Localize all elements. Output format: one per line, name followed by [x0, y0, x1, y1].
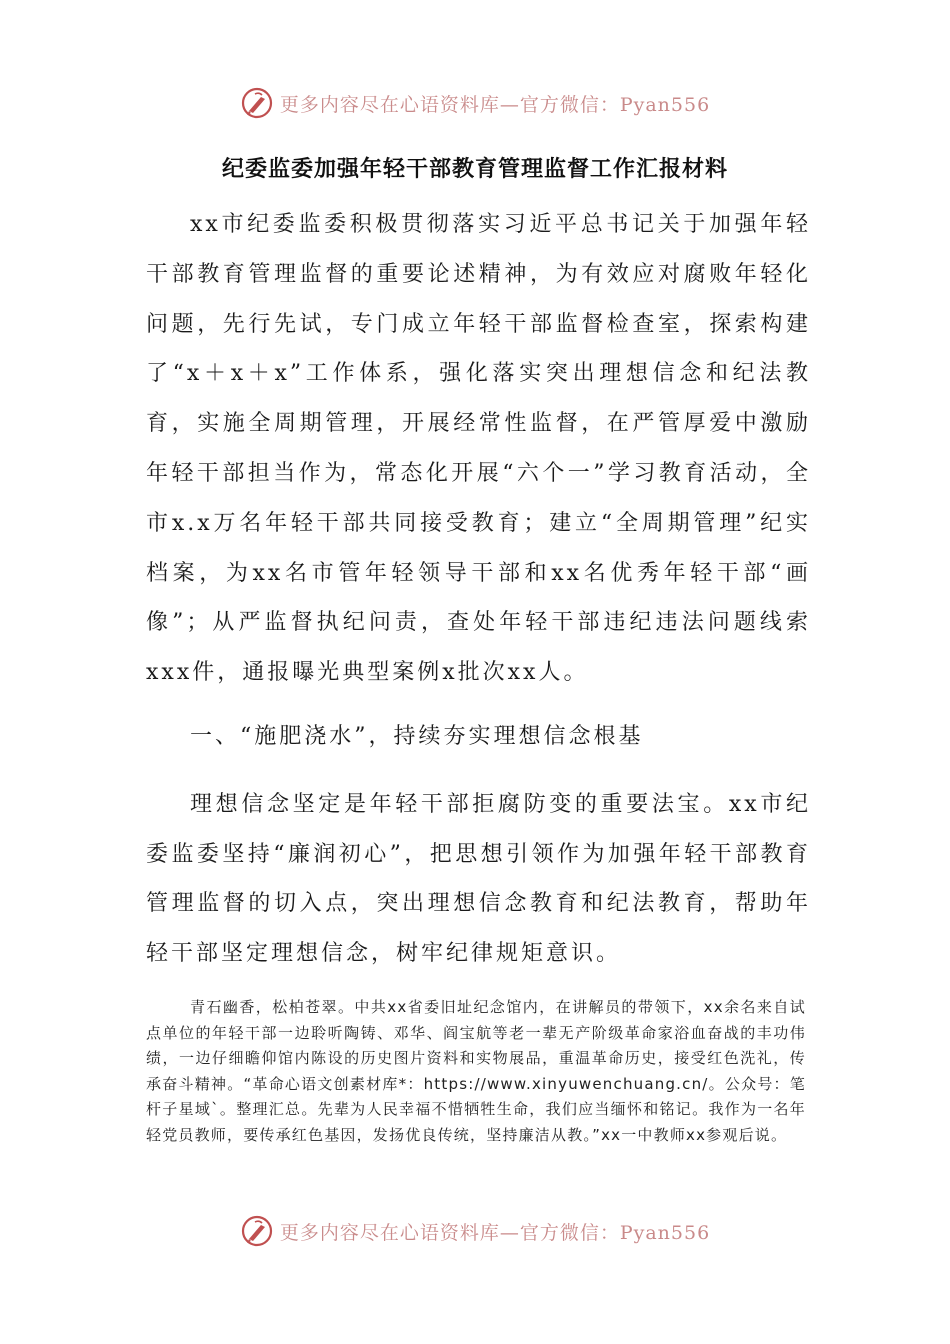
- intro-paragraph: xx市纪委监委积极贯彻落实习近平总书记关于加强年轻干部教育管理监督的重要论述精神，为有效应对腐败年轻化问题，先行先试，专门成立年轻干部监督检查室，探索构建了“x＋x＋x”工作体系，强化落实突出理想信念和纪法教育，实施全周期管理，开展经常性监督，在严管厚爱中激励年轻干部担当作为，常态化开展“六个一”学习教育活动，全市x.x万名年轻干部共同接受教育；建立“全周期管理”纪实档案，为xx名市管年轻领导干部和xx名优秀年轻干部“画像”；从严监督执纪问责，查处年轻干部违纪违法问题线索xxx件，通报曝光典型案例x批次xx人。: [146, 212, 811, 686]
- section-1-paragraph: 理想信念坚定是年轻干部拒腐防变的重要法宝。xx市纪委监委坚持“廉润初心”，把思想引领作为加强年轻干部教育管理监督的切入点，突出理想信念教育和纪法教育，帮助年轻干部坚定理想信念，树牢纪律规矩意识。: [146, 792, 811, 966]
- watermark-banner-bottom: [0, 1208, 950, 1254]
- pen-nib-circle-icon: [240, 86, 274, 120]
- section-1-heading: 一、“施肥浇水”，持续夯实理想信念根基: [190, 724, 644, 749]
- watermark-text: 更多内容尽在心语资料库—官方微信：Pyan556: [279, 93, 711, 116]
- watermark-banner-top: [0, 80, 950, 126]
- section-1-detail-paragraph: 青石幽香，松柏苍翠。中共xx省委旧址纪念馆内，在讲解员的带领下，xx余名来自试点单位的年轻干部一边聆听陶铸、邓华、阎宝航等老一辈无产阶级革命家浴血奋战的丰功伟绩，一边仔细瞻仰馆内陈设的历史图片资料和实物展品，重温革命历史，接受红色洗礼，传承奋斗精神。“革命心语文创素材库*：https://www.xinyuwenchuang.cn/。公众号：笔杆子星域`。整理汇总。先辈为人民幸福不惜牺牲生命，我们应当缅怀和铭记。我作为一名年轻党员教师，要传承红色基因，发扬优良传统，坚持廉洁从教。”xx一中教师xx参观后说。: [146, 998, 806, 1144]
- watermark-text: 更多内容尽在心语资料库—官方微信：Pyan556: [279, 1221, 711, 1244]
- document-title: 纪委监委加强年轻干部教育管理监督工作汇报材料: [221, 157, 728, 182]
- pen-nib-circle-icon: [240, 1214, 274, 1248]
